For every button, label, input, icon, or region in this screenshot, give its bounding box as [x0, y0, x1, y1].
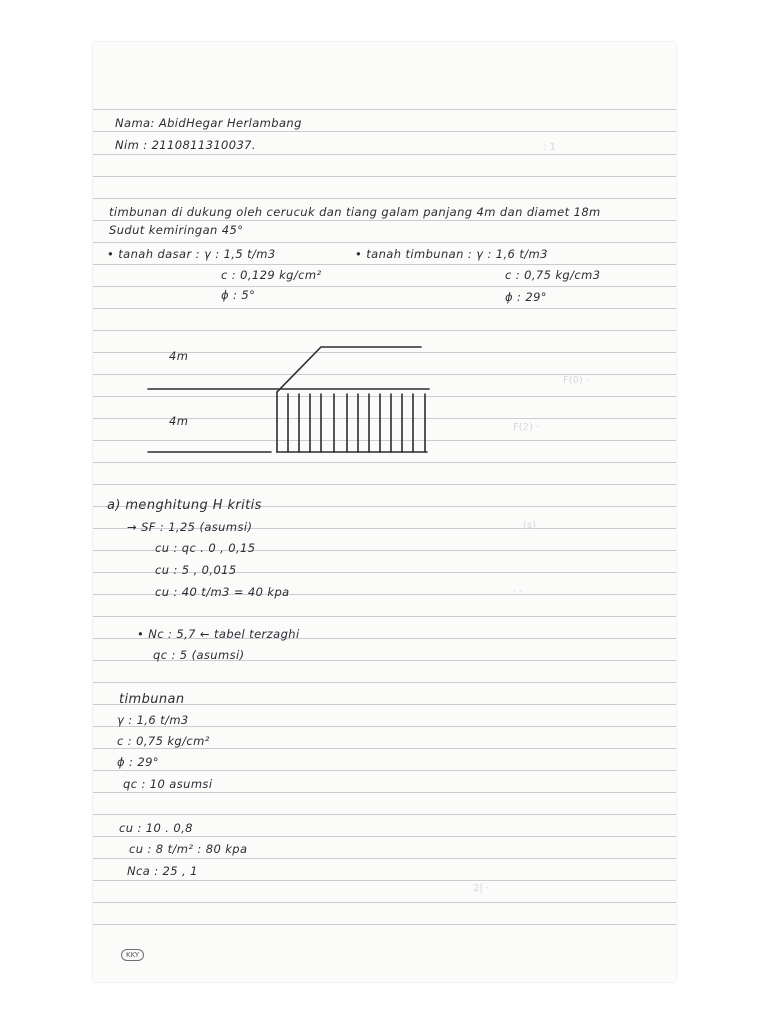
fill-phi: ϕ : 29° — [117, 755, 159, 769]
show-through-mark: F(2) · — [513, 422, 540, 433]
student-id: Nim : 2110811310037. — [115, 138, 256, 152]
qc-line: qc : 5 (asumsi) — [153, 648, 245, 662]
pile-group — [277, 392, 427, 452]
notebook-brand-stamp: KKY — [121, 949, 144, 961]
base-soil-phi: ϕ : 5° — [221, 288, 256, 302]
student-name: Nama: AbidHegar Herlambang — [115, 116, 302, 130]
nca-line: Nca : 25 , 1 — [127, 864, 198, 878]
cu-line-3: cu : 40 t/m3 = 40 kpa — [155, 585, 290, 599]
notebook-page — [93, 42, 676, 982]
section-a-title: a) menghitung H kritis — [107, 498, 262, 513]
cu-final-2: cu : 8 t/m² : 80 kpa — [129, 842, 248, 856]
show-through-mark: 2| · — [473, 883, 490, 894]
fill-title: timbunan — [119, 692, 185, 707]
fill-gamma: γ : 1,6 t/m3 — [117, 713, 189, 727]
sketch-label-pile-length: 4m — [169, 414, 189, 428]
cu-final-1: cu : 10 . 0,8 — [119, 821, 193, 835]
safety-factor-line: → SF : 1,25 (asumsi) — [127, 520, 253, 534]
fill-qc: qc : 10 asumsi — [123, 777, 213, 791]
fill-soil-c: c : 0,75 kg/cm3 — [505, 268, 601, 282]
slope-angle: Sudut kemiringan 45° — [109, 223, 244, 237]
cu-line-2: cu : 5 , 0,015 — [155, 563, 237, 577]
base-soil-c: c : 0,129 kg/cm² — [221, 268, 322, 282]
base-soil-gamma: • tanah dasar : γ : 1,5 t/m3 — [107, 247, 276, 261]
fill-soil-phi: ϕ : 29° — [505, 290, 547, 304]
show-through-mark: F(0) · — [563, 375, 590, 386]
cu-line-1: cu : qc . 0 , 0,15 — [155, 541, 256, 555]
show-through-mark: · · — [513, 587, 523, 598]
nc-line: • Nc : 5,7 ← tabel terzaghi — [137, 627, 300, 641]
show-through-mark: (s) — [523, 520, 537, 531]
fill-soil-gamma: • tanah timbunan : γ : 1,6 t/m3 — [355, 247, 548, 261]
embankment-outline — [277, 347, 421, 392]
problem-statement: timbunan di dukung oleh cerucuk dan tiang galam panjang 4m dan diamet 18m — [109, 205, 601, 219]
show-through-mark: : 1 — [543, 142, 556, 153]
sketch-label-height: 4m — [169, 349, 189, 363]
fill-c: c : 0,75 kg/cm² — [117, 734, 210, 748]
